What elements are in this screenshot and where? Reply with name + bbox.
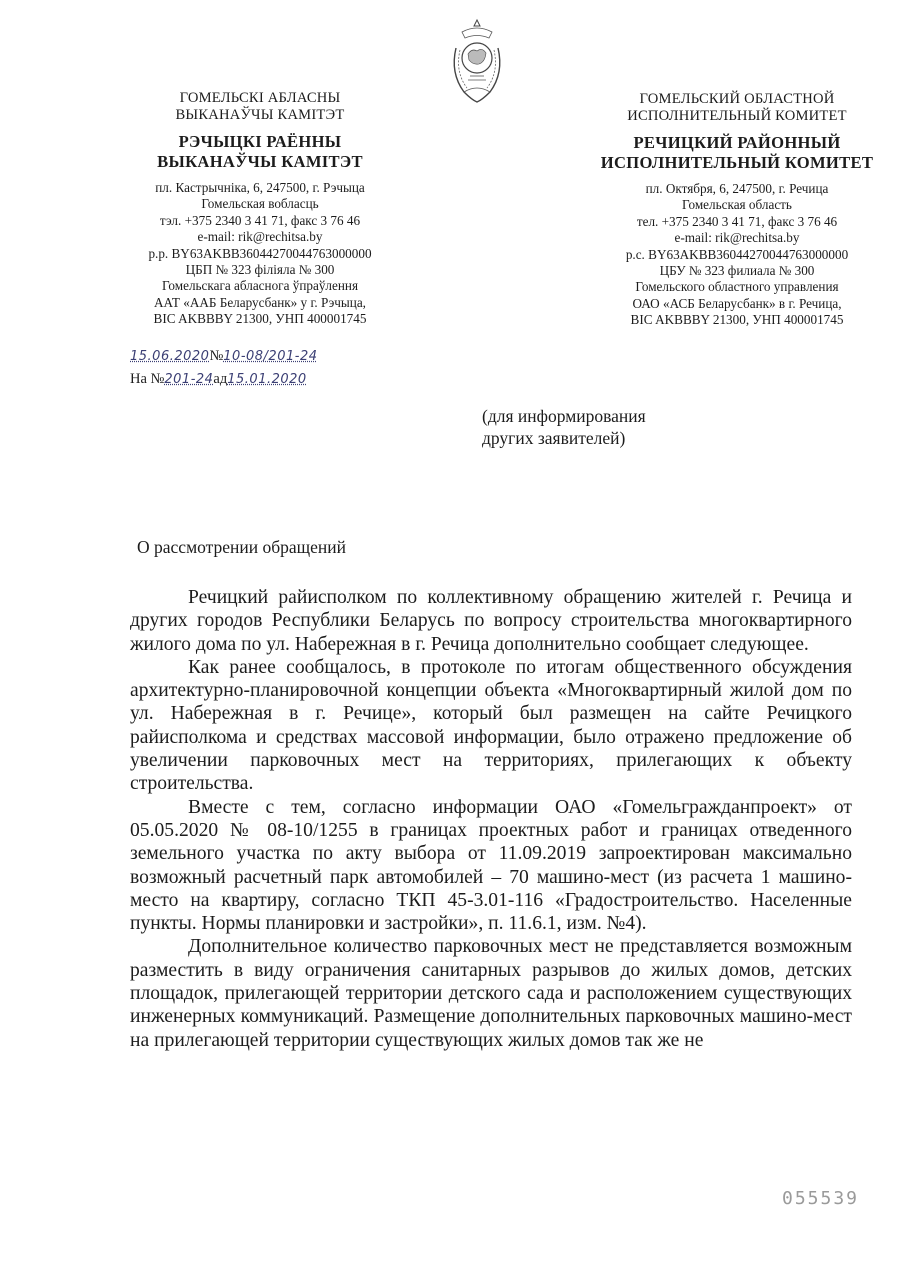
outgoing-date: 15.06.2020 xyxy=(130,349,210,364)
outgoing-number: 10-08/201-24 xyxy=(223,349,318,364)
address-line: Гомельская область xyxy=(682,197,792,213)
dept-name-ru-line1: РЕЧИЦКИЙ РАЙОННЫЙ xyxy=(633,133,841,152)
incoming-from-label: ад xyxy=(213,371,228,387)
recipient-line1: (для информирования xyxy=(482,406,646,426)
address-line: e-mail: rik@rechitsa.by xyxy=(197,229,323,245)
address-line: Гомельскага абласнога ўпраўлення xyxy=(161,278,359,294)
address-block-by xyxy=(120,180,400,328)
address-line: ААТ «ААБ Беларусбанк» у г. Рэчыца, xyxy=(154,294,366,310)
header-right xyxy=(592,91,882,329)
address-line: ЦБП № 323 філіяла № 300 xyxy=(185,262,335,278)
address-line: e-mail: rik@rechitsa.by xyxy=(674,230,800,246)
address-line: тэл. +375 2340 3 41 71, факс 3 76 46 xyxy=(159,212,361,228)
dept-name-by xyxy=(120,132,400,172)
incoming-number: 201-24 xyxy=(164,372,214,387)
letter-body xyxy=(130,586,852,1052)
body-paragraph: Вместе с тем, согласно информации ОАО «Гомельгражданпроект» от 05.05.2020 № 08-10/1255 в границах проектных работ и границах отведенного земельного участка по акту выбора от 11.09.2019 запроектирован максимально возможный расчетный парк автомобилей – 70 машино-мест (из расчета 1 машино-место на квартиру, согласно ТКП 45-3.01-116 «Градостроительство. Населенные пункты. Нормы планировки и застройки», п. 11.6.1, изм. №4). xyxy=(130,796,852,935)
address-line: BIC AKBBBY 21300, УНП 400001745 xyxy=(153,311,367,327)
reference-numbers xyxy=(130,345,317,391)
dept-name-by-line2: ВЫКАНАЎЧЫ КАМІТЭТ xyxy=(157,152,363,171)
dept-name-by-line1: РЭЧЫЦКІ РАЁННЫ xyxy=(178,132,342,151)
incoming-prefix: На № xyxy=(130,371,165,387)
state-emblem xyxy=(442,18,512,104)
address-line: р.с. BY63AKBB36044270044763000000 xyxy=(625,246,849,262)
dept-name-ru-line2: ИСПОЛНИТЕЛЬНЫЙ КОМИТЕТ xyxy=(600,153,874,172)
incoming-ref-line xyxy=(130,368,317,391)
address-line: Гомельская вобласць xyxy=(201,196,319,212)
address-line: BIC AKBBBY 21300, УНП 400001745 xyxy=(630,312,844,328)
address-block-ru xyxy=(592,181,882,329)
org-name-ru-line2: ИСПОЛНИТЕЛЬНЫЙ КОМИТЕТ xyxy=(627,108,847,124)
letter-subject: О рассмотрении обращений xyxy=(137,537,347,557)
org-name-by-line1: ГОМЕЛЬСКІ АБЛАСНЫ xyxy=(179,90,341,106)
outgoing-ref-line xyxy=(130,345,317,368)
recipient-line2: других заявителей) xyxy=(482,428,626,448)
dept-name-ru xyxy=(592,133,882,173)
body-paragraph: Как ранее сообщалось, в протоколе по итогам общественного обсуждения архитектурно-планировочной концепции объекта «Многоквартирный жилой дом по ул. Набережная в г. Речице», который был размещен на сайте Речицкого райисполкома и средствах массовой информации, было отражено предложение об увеличении парковочных мест на территориях, прилегающих к объекту строительства. xyxy=(130,656,852,795)
org-name-ru-line1: ГОМЕЛЬСКИЙ ОБЛАСТНОЙ xyxy=(639,91,835,107)
form-serial-number: 055539 xyxy=(782,1188,860,1209)
address-line: ЦБУ № 323 филиала № 300 xyxy=(659,263,815,279)
address-line: тел. +375 2340 3 41 71, факс 3 76 46 xyxy=(636,213,838,229)
address-line: ОАО «АСБ Беларусбанк» в г. Речица, xyxy=(632,295,842,311)
org-name-by-line2: ВЫКАНАЎЧЫ КАМІТЭТ xyxy=(175,107,345,123)
address-line: пл. Кастрычніка, 6, 247500, г. Рэчыца xyxy=(155,180,365,195)
header-left xyxy=(120,90,400,328)
outgoing-no-label: № xyxy=(209,348,224,364)
coat-of-arms-icon xyxy=(442,18,512,104)
body-paragraph: Дополнительное количество парковочных мест не представляется возможным разместить в виду ограничения санитарных разрывов до жилых домов, детских площадок, прилегающей территории детского сада и расположением существующих инженерных коммуникаций. Размещение дополнительных парковочных машино-мест на прилегающей территории существующих жилых домов так же не xyxy=(130,936,852,1051)
recipient-block xyxy=(482,405,646,449)
address-line: пл. Октября, 6, 247500, г. Речица xyxy=(645,181,829,196)
address-line: р.р. BY63AKBB36044270044763000000 xyxy=(148,245,372,261)
body-paragraph: Речицкий райисполком по коллективному обращению жителей г. Речица и других городов Республики Беларусь по вопросу строительства многоквартирного жилого дома по ул. Набережная в г. Речица дополнительно сообщает следующее. xyxy=(130,587,852,655)
address-line: Гомельского областного управления xyxy=(635,279,839,295)
incoming-date: 15.01.2020 xyxy=(227,372,307,387)
